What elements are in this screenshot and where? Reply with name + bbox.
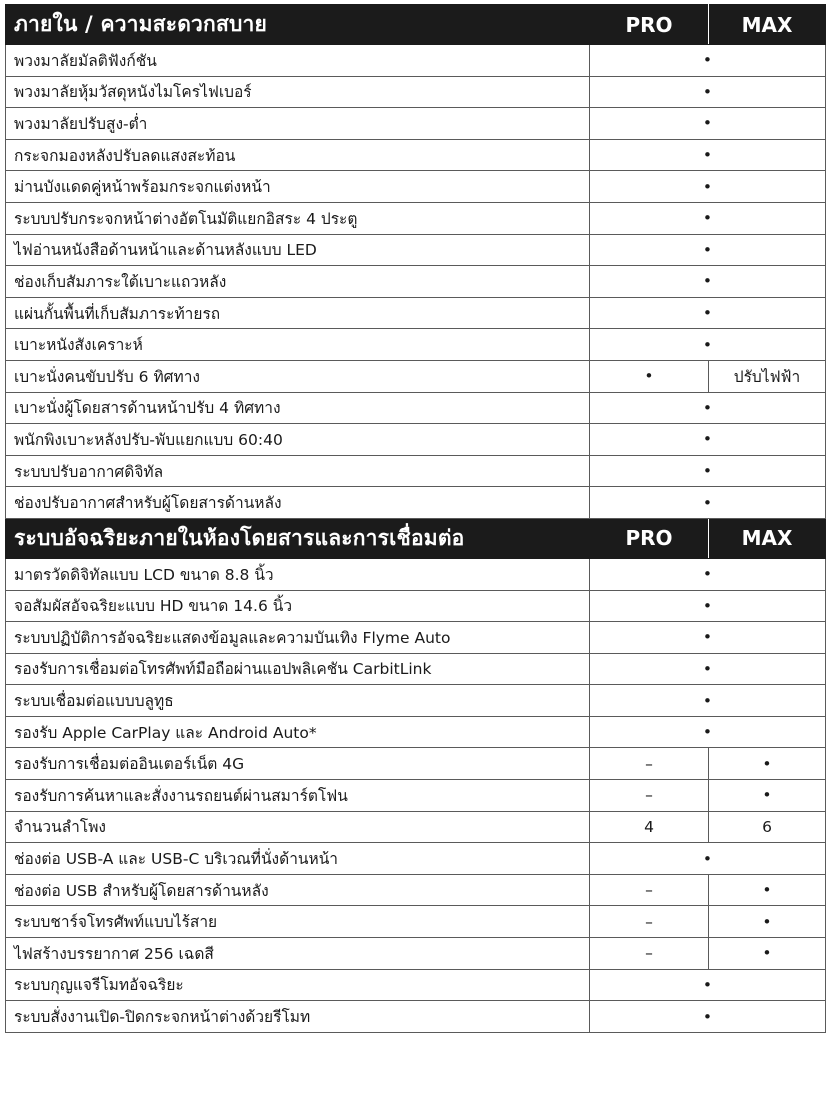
section-title: ระบบอัจฉริยะภายในห้องโดยสารและการเชื่อมต่อ — [6, 518, 590, 558]
table-row — [6, 685, 826, 717]
feature-label: ช่องเก็บสัมภาระใต้เบาะแถวหลัง — [6, 266, 590, 298]
section-header — [6, 5, 826, 45]
value-both-trims: • — [590, 558, 826, 590]
feature-label: เบาะนั่งผู้โดยสารด้านหน้าปรับ 4 ทิศทาง — [6, 392, 590, 424]
value-both-trims: • — [590, 487, 826, 519]
table-row — [6, 1001, 826, 1033]
value-max: • — [709, 906, 826, 938]
value-pro: – — [590, 938, 709, 970]
value-pro: 4 — [590, 811, 709, 843]
value-both-trims: • — [590, 266, 826, 298]
value-both-trims: • — [590, 716, 826, 748]
value-both-trims: • — [590, 969, 826, 1001]
table-row — [6, 139, 826, 171]
value-pro: – — [590, 906, 709, 938]
table-row — [6, 202, 826, 234]
feature-label: เบาะหนังสังเคราะห์ — [6, 329, 590, 361]
value-both-trims: • — [590, 329, 826, 361]
column-header-pro: PRO — [590, 5, 709, 45]
value-both-trims: • — [590, 622, 826, 654]
value-both-trims: • — [590, 455, 826, 487]
table-row — [6, 76, 826, 108]
feature-label: ระบบสั่งงานเปิด-ปิดกระจกหน้าต่างด้วยรีโมท — [6, 1001, 590, 1033]
table-row — [6, 266, 826, 298]
feature-label: ไฟสร้างบรรยากาศ 256 เฉดสี — [6, 938, 590, 970]
value-both-trims: • — [590, 171, 826, 203]
feature-label: ระบบปรับกระจกหน้าต่างอัตโนมัติแยกอิสระ 4 ประตู — [6, 202, 590, 234]
value-max: 6 — [709, 811, 826, 843]
table-row — [6, 843, 826, 875]
feature-label: จำนวนลำโพง — [6, 811, 590, 843]
value-both-trims: • — [590, 1001, 826, 1033]
value-both-trims: • — [590, 45, 826, 77]
table-row — [6, 653, 826, 685]
feature-label: พนักพิงเบาะหลังปรับ-พับแยกแบบ 60:40 — [6, 424, 590, 456]
feature-label: จอสัมผัสอัจฉริยะแบบ HD ขนาด 14.6 นิ้ว — [6, 590, 590, 622]
feature-label: ระบบปรับอากาศดิจิทัล — [6, 455, 590, 487]
column-header-max: MAX — [709, 5, 826, 45]
table-row — [6, 748, 826, 780]
table-row — [6, 622, 826, 654]
table-row — [6, 716, 826, 748]
spec-table-body — [6, 5, 826, 1033]
feature-label: พวงมาลัยมัลติฟังก์ชัน — [6, 45, 590, 77]
feature-label: ม่านบังแดดคู่หน้าพร้อมกระจกแต่งหน้า — [6, 171, 590, 203]
table-row — [6, 969, 826, 1001]
value-both-trims: • — [590, 653, 826, 685]
feature-label: แผ่นกั้นพื้นที่เก็บสัมภาระท้ายรถ — [6, 297, 590, 329]
value-max: • — [709, 780, 826, 812]
value-both-trims: • — [590, 139, 826, 171]
value-max: • — [709, 874, 826, 906]
feature-label: ระบบกุญแจรีโมทอัจฉริยะ — [6, 969, 590, 1001]
value-max: ปรับไฟฟ้า — [709, 360, 826, 392]
feature-label: กระจกมองหลังปรับลดแสงสะท้อน — [6, 139, 590, 171]
section-title: ภายใน / ความสะดวกสบาย — [6, 5, 590, 45]
value-both-trims: • — [590, 392, 826, 424]
value-both-trims: • — [590, 424, 826, 456]
feature-label: รองรับการเชื่อมต่อโทรศัพท์มือถือผ่านแอปพลิเคชัน CarbitLink — [6, 653, 590, 685]
section-header — [6, 518, 826, 558]
value-max: • — [709, 748, 826, 780]
table-row — [6, 424, 826, 456]
table-row — [6, 45, 826, 77]
table-row — [6, 558, 826, 590]
value-both-trims: • — [590, 108, 826, 140]
feature-label: รองรับการค้นหาและสั่งงานรถยนต์ผ่านสมาร์ตโฟน — [6, 780, 590, 812]
table-row — [6, 590, 826, 622]
feature-label: ช่องต่อ USB สำหรับผู้โดยสารด้านหลัง — [6, 874, 590, 906]
table-row — [6, 455, 826, 487]
table-row — [6, 780, 826, 812]
spec-table — [5, 4, 826, 1033]
table-row — [6, 906, 826, 938]
table-row — [6, 938, 826, 970]
value-pro: – — [590, 874, 709, 906]
table-row — [6, 360, 826, 392]
value-both-trims: • — [590, 202, 826, 234]
value-both-trims: • — [590, 297, 826, 329]
feature-label: พวงมาลัยหุ้มวัสดุหนังไมโครไฟเบอร์ — [6, 76, 590, 108]
table-row — [6, 234, 826, 266]
feature-label: ระบบเชื่อมต่อแบบบลูทูธ — [6, 685, 590, 717]
feature-label: รองรับการเชื่อมต่ออินเตอร์เน็ต 4G — [6, 748, 590, 780]
table-row — [6, 811, 826, 843]
value-pro: • — [590, 360, 709, 392]
feature-label: ไฟอ่านหนังสือด้านหน้าและด้านหลังแบบ LED — [6, 234, 590, 266]
value-both-trims: • — [590, 76, 826, 108]
feature-label: มาตรวัดดิจิทัลแบบ LCD ขนาด 8.8 นิ้ว — [6, 558, 590, 590]
value-both-trims: • — [590, 685, 826, 717]
table-row — [6, 108, 826, 140]
table-row — [6, 874, 826, 906]
spec-sheet — [5, 4, 825, 1033]
table-row — [6, 329, 826, 361]
column-header-pro: PRO — [590, 518, 709, 558]
feature-label: ช่องปรับอากาศสำหรับผู้โดยสารด้านหลัง — [6, 487, 590, 519]
feature-label: ระบบชาร์จโทรศัพท์แบบไร้สาย — [6, 906, 590, 938]
value-max: • — [709, 938, 826, 970]
value-both-trims: • — [590, 234, 826, 266]
table-row — [6, 392, 826, 424]
feature-label: ช่องต่อ USB-A และ USB-C บริเวณที่นั่งด้านหน้า — [6, 843, 590, 875]
feature-label: ระบบปฏิบัติการอัจฉริยะแสดงข้อมูลและความบันเทิง Flyme Auto — [6, 622, 590, 654]
column-header-max: MAX — [709, 518, 826, 558]
feature-label: เบาะนั่งคนขับปรับ 6 ทิศทาง — [6, 360, 590, 392]
table-row — [6, 487, 826, 519]
value-pro: – — [590, 780, 709, 812]
value-pro: – — [590, 748, 709, 780]
value-both-trims: • — [590, 590, 826, 622]
feature-label: พวงมาลัยปรับสูง-ต่ำ — [6, 108, 590, 140]
feature-label: รองรับ Apple CarPlay และ Android Auto* — [6, 716, 590, 748]
table-row — [6, 171, 826, 203]
table-row — [6, 297, 826, 329]
value-both-trims: • — [590, 843, 826, 875]
